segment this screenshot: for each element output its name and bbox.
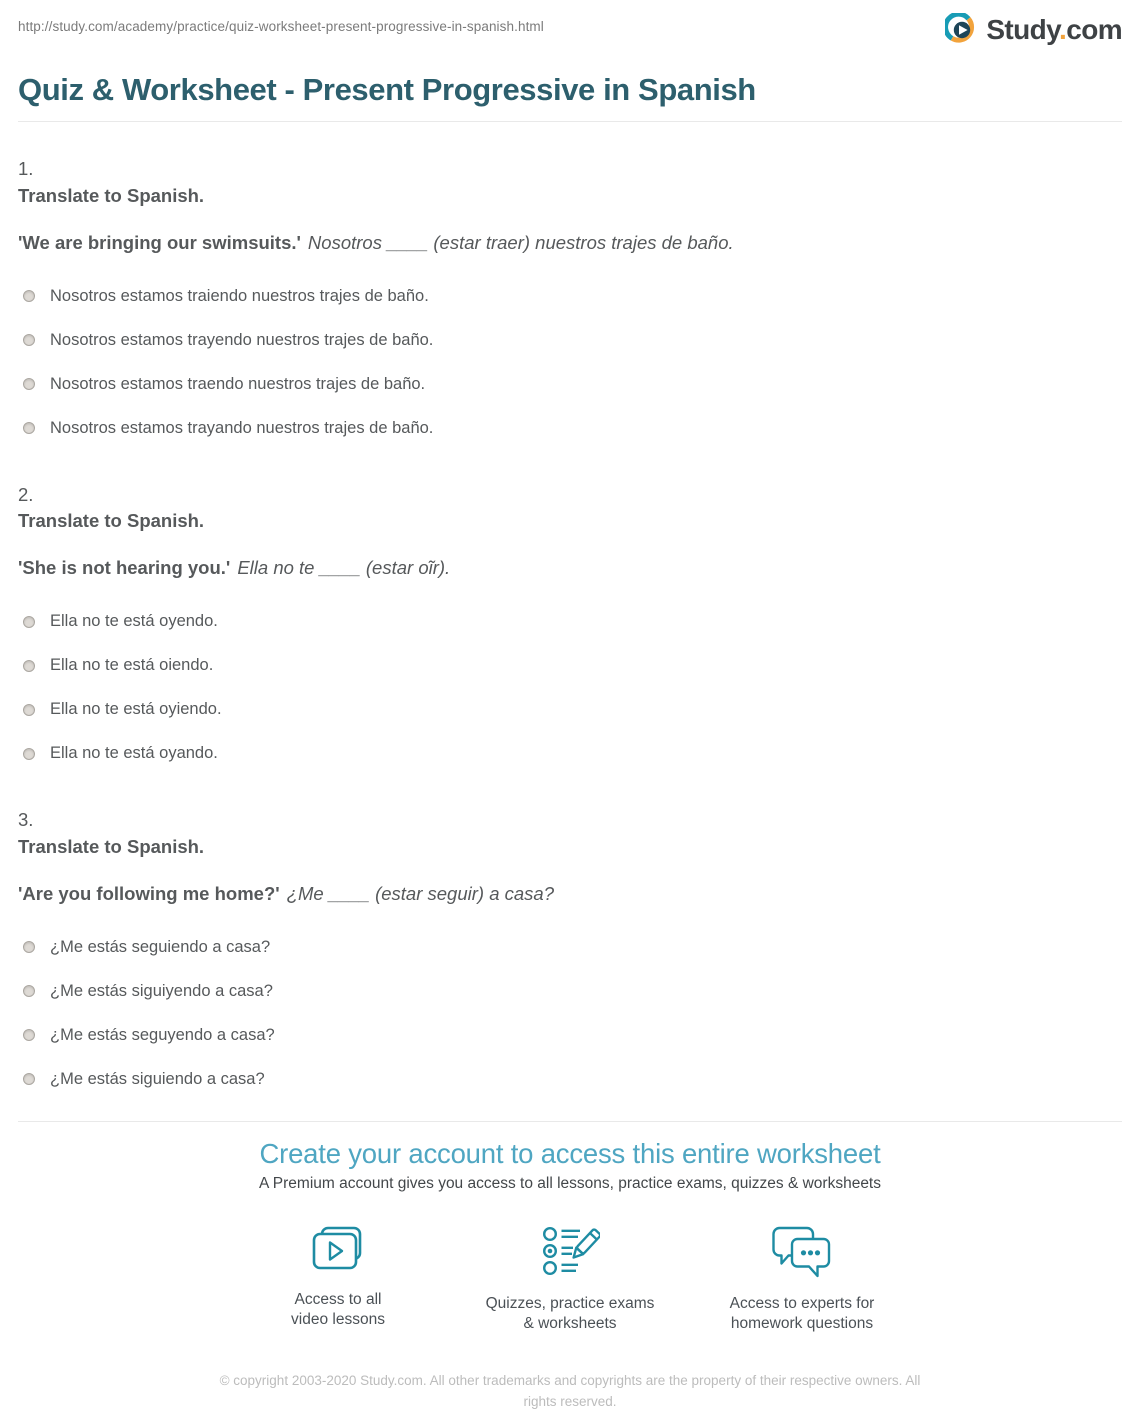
feature-video-lessons bbox=[234, 1225, 442, 1336]
question-prompt: Translate to Spanish. bbox=[18, 835, 205, 857]
radio-button[interactable] bbox=[23, 422, 35, 434]
question-spanish-hint: ¿Me ____ (estar seguir) a casa? bbox=[286, 882, 555, 904]
radio-button[interactable] bbox=[23, 941, 35, 953]
question-english: 'Are you following me home?' bbox=[18, 882, 280, 904]
answer-option-label: Ella no te está oyiendo. bbox=[50, 700, 222, 719]
feature-label-line1: Access to all bbox=[294, 1290, 382, 1308]
question-block-3 bbox=[18, 807, 1122, 1092]
answer-option[interactable] bbox=[18, 1066, 1122, 1093]
copyright-notice: © copyright 2003-2020 Study.com. All other trademarks and copyrights are the property of their respective owners. All rights reserved. bbox=[219, 1373, 921, 1410]
question-block-1 bbox=[18, 156, 1122, 441]
logo-tld: com bbox=[1066, 14, 1122, 45]
answer-option-label: Nosotros estamos traiendo nuestros trajes de baño. bbox=[50, 286, 429, 305]
answer-options bbox=[18, 283, 1122, 442]
radio-button[interactable] bbox=[23, 1073, 35, 1085]
feature-label-line2: video lessons bbox=[291, 1311, 385, 1329]
question-block-2 bbox=[18, 482, 1122, 767]
answer-option[interactable] bbox=[18, 696, 1122, 723]
question-spanish-hint: Nosotros ____ (estar traer) nuestros trajes de baño. bbox=[307, 231, 734, 253]
quizzes-worksheets-icon bbox=[540, 1225, 600, 1279]
answer-option[interactable] bbox=[18, 283, 1122, 310]
radio-button[interactable] bbox=[23, 334, 35, 346]
feature-label-line1: Quizzes, practice exams bbox=[485, 1294, 655, 1312]
answer-option[interactable] bbox=[18, 415, 1122, 442]
feature-homework-experts bbox=[698, 1225, 906, 1336]
answer-option-label: ¿Me estás siguiyendo a casa? bbox=[50, 981, 273, 1000]
page-header bbox=[18, 0, 1122, 47]
answer-option[interactable] bbox=[18, 740, 1122, 767]
studycom-logo[interactable] bbox=[945, 13, 1122, 47]
question-sentence bbox=[18, 555, 1122, 582]
radio-button[interactable] bbox=[23, 1029, 35, 1041]
cta-heading: Create your account to access this entire worksheet bbox=[259, 1137, 881, 1169]
answer-option[interactable] bbox=[18, 327, 1122, 354]
radio-button[interactable] bbox=[23, 704, 35, 716]
radio-button[interactable] bbox=[23, 616, 35, 628]
title-divider bbox=[18, 121, 1122, 122]
question-number: 1. bbox=[18, 158, 34, 180]
answer-option[interactable] bbox=[18, 608, 1122, 635]
answer-option-label: Ella no te está oyendo. bbox=[50, 612, 218, 631]
radio-button[interactable] bbox=[23, 748, 35, 760]
cta-section bbox=[18, 1138, 1122, 1336]
question-number: 2. bbox=[18, 483, 34, 505]
answer-option[interactable] bbox=[18, 1022, 1122, 1049]
chat-experts-icon bbox=[771, 1225, 833, 1279]
answer-option-label: ¿Me estás siguiendo a casa? bbox=[50, 1069, 265, 1088]
question-english: 'We are bringing our swimsuits.' bbox=[18, 231, 301, 253]
feature-list bbox=[18, 1225, 1122, 1336]
answer-option[interactable] bbox=[18, 978, 1122, 1005]
question-prompt: Translate to Spanish. bbox=[18, 185, 205, 206]
feature-label-line1: Access to experts for bbox=[729, 1294, 875, 1312]
answer-option-label: Ella no te está oyando. bbox=[50, 744, 218, 763]
question-sentence bbox=[18, 881, 1122, 908]
feature-quizzes-worksheets bbox=[466, 1225, 674, 1336]
question-number: 3. bbox=[18, 809, 34, 831]
question-prompt: Translate to Spanish. bbox=[18, 510, 205, 532]
studycom-logo-icon bbox=[945, 13, 979, 47]
page-title: Quiz & Worksheet - Present Progressive in Spanish bbox=[18, 72, 756, 107]
answer-option-label: ¿Me estás seguiendo a casa? bbox=[50, 937, 271, 956]
radio-button[interactable] bbox=[23, 660, 35, 672]
logo-dot: . bbox=[1059, 14, 1067, 45]
question-spanish-hint: Ella no te ____ (estar oĩr). bbox=[237, 557, 451, 579]
studycom-logo-text bbox=[986, 16, 1122, 44]
cta-subheading: A Premium account gives you access to all lessons, practice exams, quizzes & worksheets bbox=[259, 1174, 881, 1192]
logo-word: Study bbox=[986, 14, 1060, 45]
answer-option[interactable] bbox=[18, 652, 1122, 679]
answer-option[interactable] bbox=[18, 371, 1122, 398]
page-url: http://study.com/academy/practice/quiz-worksheet-present-progressive-in-spanish.html bbox=[18, 19, 544, 34]
radio-button[interactable] bbox=[23, 378, 35, 390]
answer-option-label: Nosotros estamos trayando nuestros trajes de baño. bbox=[50, 418, 434, 437]
feature-label-line2: homework questions bbox=[730, 1315, 874, 1333]
answer-option-label: Nosotros estamos trayendo nuestros trajes de baño. bbox=[50, 330, 434, 349]
radio-button[interactable] bbox=[23, 985, 35, 997]
feature-label bbox=[466, 1294, 674, 1336]
question-sentence bbox=[18, 230, 1122, 257]
cta-divider bbox=[18, 1121, 1122, 1122]
answer-option-label: Ella no te está oiendo. bbox=[50, 656, 214, 675]
question-english: 'She is not hearing you.' bbox=[18, 557, 231, 579]
feature-label bbox=[234, 1290, 442, 1332]
answer-options bbox=[18, 934, 1122, 1093]
answer-option-label: Nosotros estamos traendo nuestros trajes de baño. bbox=[50, 374, 426, 393]
answer-option[interactable] bbox=[18, 934, 1122, 961]
answer-option-label: ¿Me estás seguyendo a casa? bbox=[50, 1025, 275, 1044]
answer-options bbox=[18, 608, 1122, 767]
video-lessons-icon bbox=[311, 1225, 365, 1275]
radio-button[interactable] bbox=[23, 290, 35, 302]
feature-label-line2: & worksheets bbox=[523, 1315, 617, 1333]
feature-label bbox=[698, 1294, 906, 1336]
